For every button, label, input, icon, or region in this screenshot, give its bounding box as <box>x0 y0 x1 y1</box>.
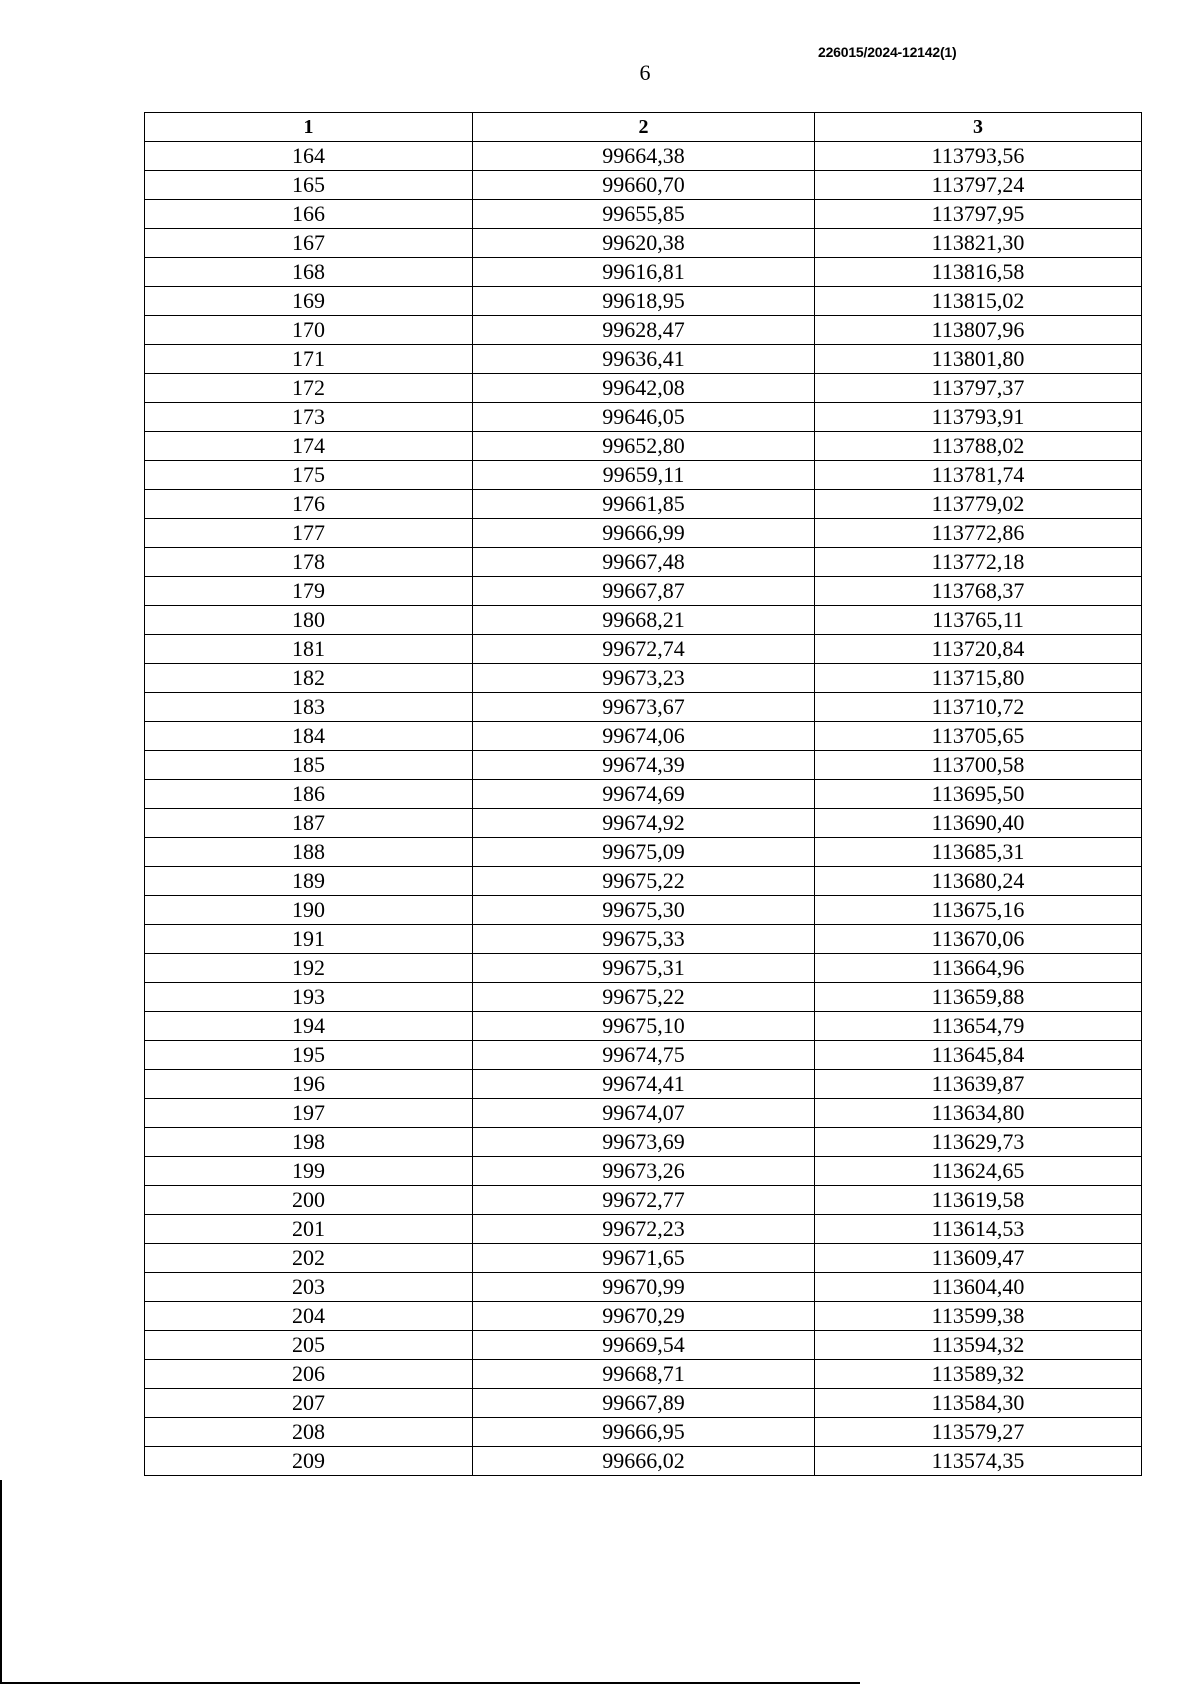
y-coordinate-cell: 113675,16 <box>815 896 1142 925</box>
y-coordinate-cell: 113584,30 <box>815 1389 1142 1418</box>
table-row <box>145 1215 1142 1244</box>
table-row <box>145 316 1142 345</box>
y-coordinate-cell: 113765,11 <box>815 606 1142 635</box>
table-row <box>145 432 1142 461</box>
table-row <box>145 780 1142 809</box>
point-number-cell: 209 <box>145 1447 473 1476</box>
table-body <box>145 142 1142 1476</box>
y-coordinate-cell: 113772,86 <box>815 519 1142 548</box>
x-coordinate-cell: 99616,81 <box>473 258 815 287</box>
y-coordinate-cell: 113645,84 <box>815 1041 1142 1070</box>
table-row <box>145 461 1142 490</box>
point-number-cell: 179 <box>145 577 473 606</box>
x-coordinate-cell: 99674,39 <box>473 751 815 780</box>
x-coordinate-cell: 99669,54 <box>473 1331 815 1360</box>
table-row <box>145 896 1142 925</box>
point-number-cell: 205 <box>145 1331 473 1360</box>
y-coordinate-cell: 113807,96 <box>815 316 1142 345</box>
table-row <box>145 606 1142 635</box>
table-row <box>145 1302 1142 1331</box>
x-coordinate-cell: 99660,70 <box>473 171 815 200</box>
y-coordinate-cell: 113793,91 <box>815 403 1142 432</box>
point-number-cell: 186 <box>145 780 473 809</box>
point-number-cell: 191 <box>145 925 473 954</box>
x-coordinate-cell: 99670,29 <box>473 1302 815 1331</box>
point-number-cell: 198 <box>145 1128 473 1157</box>
page-number: 6 <box>639 60 651 85</box>
point-number-cell: 197 <box>145 1099 473 1128</box>
x-coordinate-cell: 99646,05 <box>473 403 815 432</box>
table-row <box>145 403 1142 432</box>
x-coordinate-cell: 99672,23 <box>473 1215 815 1244</box>
table-row <box>145 983 1142 1012</box>
y-coordinate-cell: 113599,38 <box>815 1302 1142 1331</box>
x-coordinate-cell: 99667,89 <box>473 1389 815 1418</box>
point-number-cell: 204 <box>145 1302 473 1331</box>
point-number-cell: 194 <box>145 1012 473 1041</box>
table-row <box>145 490 1142 519</box>
point-number-cell: 178 <box>145 548 473 577</box>
table-row <box>145 1273 1142 1302</box>
column-header: 3 <box>815 113 1142 142</box>
y-coordinate-cell: 113788,02 <box>815 432 1142 461</box>
point-number-cell: 170 <box>145 316 473 345</box>
column-header: 2 <box>473 113 815 142</box>
y-coordinate-cell: 113609,47 <box>815 1244 1142 1273</box>
point-number-cell: 174 <box>145 432 473 461</box>
x-coordinate-cell: 99675,09 <box>473 838 815 867</box>
table-row <box>145 1389 1142 1418</box>
y-coordinate-cell: 113619,58 <box>815 1186 1142 1215</box>
table-row <box>145 1128 1142 1157</box>
x-coordinate-cell: 99666,02 <box>473 1447 815 1476</box>
y-coordinate-cell: 113639,87 <box>815 1070 1142 1099</box>
table-row <box>145 374 1142 403</box>
y-coordinate-cell: 113816,58 <box>815 258 1142 287</box>
x-coordinate-cell: 99668,21 <box>473 606 815 635</box>
table-row <box>145 1331 1142 1360</box>
y-coordinate-cell: 113797,95 <box>815 200 1142 229</box>
table-row <box>145 171 1142 200</box>
point-number-cell: 164 <box>145 142 473 171</box>
table-row <box>145 519 1142 548</box>
table-header <box>145 113 1142 142</box>
table-row <box>145 838 1142 867</box>
x-coordinate-cell: 99636,41 <box>473 345 815 374</box>
x-coordinate-cell: 99672,77 <box>473 1186 815 1215</box>
y-coordinate-cell: 113705,65 <box>815 722 1142 751</box>
table-row <box>145 954 1142 983</box>
table-row <box>145 548 1142 577</box>
x-coordinate-cell: 99673,67 <box>473 693 815 722</box>
y-coordinate-cell: 113715,80 <box>815 664 1142 693</box>
x-coordinate-cell: 99675,33 <box>473 925 815 954</box>
x-coordinate-cell: 99673,69 <box>473 1128 815 1157</box>
point-number-cell: 168 <box>145 258 473 287</box>
point-number-cell: 208 <box>145 1418 473 1447</box>
table-row <box>145 867 1142 896</box>
table-row <box>145 751 1142 780</box>
table-row <box>145 1244 1142 1273</box>
point-number-cell: 167 <box>145 229 473 258</box>
point-number-cell: 184 <box>145 722 473 751</box>
scan-margin-line <box>0 1480 2 1684</box>
y-coordinate-cell: 113710,72 <box>815 693 1142 722</box>
x-coordinate-cell: 99664,38 <box>473 142 815 171</box>
point-number-cell: 180 <box>145 606 473 635</box>
table-row <box>145 693 1142 722</box>
y-coordinate-cell: 113801,80 <box>815 345 1142 374</box>
x-coordinate-cell: 99673,23 <box>473 664 815 693</box>
point-number-cell: 195 <box>145 1041 473 1070</box>
point-number-cell: 203 <box>145 1273 473 1302</box>
point-number-cell: 188 <box>145 838 473 867</box>
x-coordinate-cell: 99673,26 <box>473 1157 815 1186</box>
x-coordinate-cell: 99659,11 <box>473 461 815 490</box>
x-coordinate-cell: 99628,47 <box>473 316 815 345</box>
point-number-cell: 172 <box>145 374 473 403</box>
y-coordinate-cell: 113779,02 <box>815 490 1142 519</box>
table-row <box>145 577 1142 606</box>
point-number-cell: 200 <box>145 1186 473 1215</box>
y-coordinate-cell: 113720,84 <box>815 635 1142 664</box>
x-coordinate-cell: 99667,87 <box>473 577 815 606</box>
point-number-cell: 183 <box>145 693 473 722</box>
table-row <box>145 1186 1142 1215</box>
y-coordinate-cell: 113614,53 <box>815 1215 1142 1244</box>
table-row <box>145 1418 1142 1447</box>
y-coordinate-cell: 113797,24 <box>815 171 1142 200</box>
point-number-cell: 173 <box>145 403 473 432</box>
y-coordinate-cell: 113680,24 <box>815 867 1142 896</box>
x-coordinate-cell: 99674,69 <box>473 780 815 809</box>
x-coordinate-cell: 99674,92 <box>473 809 815 838</box>
y-coordinate-cell: 113695,50 <box>815 780 1142 809</box>
y-coordinate-cell: 113604,40 <box>815 1273 1142 1302</box>
y-coordinate-cell: 113781,74 <box>815 461 1142 490</box>
point-number-cell: 176 <box>145 490 473 519</box>
table-row <box>145 1447 1142 1476</box>
point-number-cell: 202 <box>145 1244 473 1273</box>
table-row <box>145 258 1142 287</box>
point-number-cell: 206 <box>145 1360 473 1389</box>
y-coordinate-cell: 113670,06 <box>815 925 1142 954</box>
table-row <box>145 809 1142 838</box>
coordinates-table <box>144 112 1142 1476</box>
column-header: 1 <box>145 113 473 142</box>
point-number-cell: 166 <box>145 200 473 229</box>
point-number-cell: 192 <box>145 954 473 983</box>
point-number-cell: 190 <box>145 896 473 925</box>
table-row <box>145 345 1142 374</box>
table-row <box>145 1099 1142 1128</box>
y-coordinate-cell: 113654,79 <box>815 1012 1142 1041</box>
point-number-cell: 207 <box>145 1389 473 1418</box>
point-number-cell: 187 <box>145 809 473 838</box>
table-row <box>145 722 1142 751</box>
table-row <box>145 1012 1142 1041</box>
x-coordinate-cell: 99675,31 <box>473 954 815 983</box>
x-coordinate-cell: 99671,65 <box>473 1244 815 1273</box>
table-row <box>145 1070 1142 1099</box>
x-coordinate-cell: 99675,10 <box>473 1012 815 1041</box>
point-number-cell: 185 <box>145 751 473 780</box>
x-coordinate-cell: 99674,75 <box>473 1041 815 1070</box>
point-number-cell: 165 <box>145 171 473 200</box>
y-coordinate-cell: 113664,96 <box>815 954 1142 983</box>
x-coordinate-cell: 99672,74 <box>473 635 815 664</box>
table-row <box>145 1157 1142 1186</box>
x-coordinate-cell: 99661,85 <box>473 490 815 519</box>
x-coordinate-cell: 99675,22 <box>473 983 815 1012</box>
document-number: 226015/2024-12142(1) <box>818 44 957 60</box>
table-row <box>145 229 1142 258</box>
point-number-cell: 196 <box>145 1070 473 1099</box>
table-row <box>145 200 1142 229</box>
x-coordinate-cell: 99675,22 <box>473 867 815 896</box>
table-row <box>145 664 1142 693</box>
table-row <box>145 1041 1142 1070</box>
y-coordinate-cell: 113589,32 <box>815 1360 1142 1389</box>
y-coordinate-cell: 113690,40 <box>815 809 1142 838</box>
point-number-cell: 199 <box>145 1157 473 1186</box>
table-row <box>145 287 1142 316</box>
y-coordinate-cell: 113700,58 <box>815 751 1142 780</box>
y-coordinate-cell: 113815,02 <box>815 287 1142 316</box>
table-row <box>145 1360 1142 1389</box>
x-coordinate-cell: 99674,41 <box>473 1070 815 1099</box>
x-coordinate-cell: 99667,48 <box>473 548 815 577</box>
x-coordinate-cell: 99655,85 <box>473 200 815 229</box>
y-coordinate-cell: 113634,80 <box>815 1099 1142 1128</box>
x-coordinate-cell: 99620,38 <box>473 229 815 258</box>
point-number-cell: 189 <box>145 867 473 896</box>
x-coordinate-cell: 99675,30 <box>473 896 815 925</box>
x-coordinate-cell: 99642,08 <box>473 374 815 403</box>
y-coordinate-cell: 113768,37 <box>815 577 1142 606</box>
x-coordinate-cell: 99674,07 <box>473 1099 815 1128</box>
y-coordinate-cell: 113594,32 <box>815 1331 1142 1360</box>
y-coordinate-cell: 113624,65 <box>815 1157 1142 1186</box>
y-coordinate-cell: 113685,31 <box>815 838 1142 867</box>
table-header-row <box>145 113 1142 142</box>
table-row <box>145 142 1142 171</box>
point-number-cell: 201 <box>145 1215 473 1244</box>
x-coordinate-cell: 99670,99 <box>473 1273 815 1302</box>
x-coordinate-cell: 99666,95 <box>473 1418 815 1447</box>
point-number-cell: 193 <box>145 983 473 1012</box>
y-coordinate-cell: 113772,18 <box>815 548 1142 577</box>
point-number-cell: 177 <box>145 519 473 548</box>
x-coordinate-cell: 99668,71 <box>473 1360 815 1389</box>
y-coordinate-cell: 113793,56 <box>815 142 1142 171</box>
x-coordinate-cell: 99666,99 <box>473 519 815 548</box>
table-row <box>145 635 1142 664</box>
x-coordinate-cell: 99652,80 <box>473 432 815 461</box>
y-coordinate-cell: 113821,30 <box>815 229 1142 258</box>
point-number-cell: 171 <box>145 345 473 374</box>
x-coordinate-cell: 99618,95 <box>473 287 815 316</box>
y-coordinate-cell: 113629,73 <box>815 1128 1142 1157</box>
point-number-cell: 169 <box>145 287 473 316</box>
table-row <box>145 925 1142 954</box>
y-coordinate-cell: 113797,37 <box>815 374 1142 403</box>
y-coordinate-cell: 113659,88 <box>815 983 1142 1012</box>
point-number-cell: 182 <box>145 664 473 693</box>
y-coordinate-cell: 113574,35 <box>815 1447 1142 1476</box>
x-coordinate-cell: 99674,06 <box>473 722 815 751</box>
y-coordinate-cell: 113579,27 <box>815 1418 1142 1447</box>
point-number-cell: 175 <box>145 461 473 490</box>
point-number-cell: 181 <box>145 635 473 664</box>
